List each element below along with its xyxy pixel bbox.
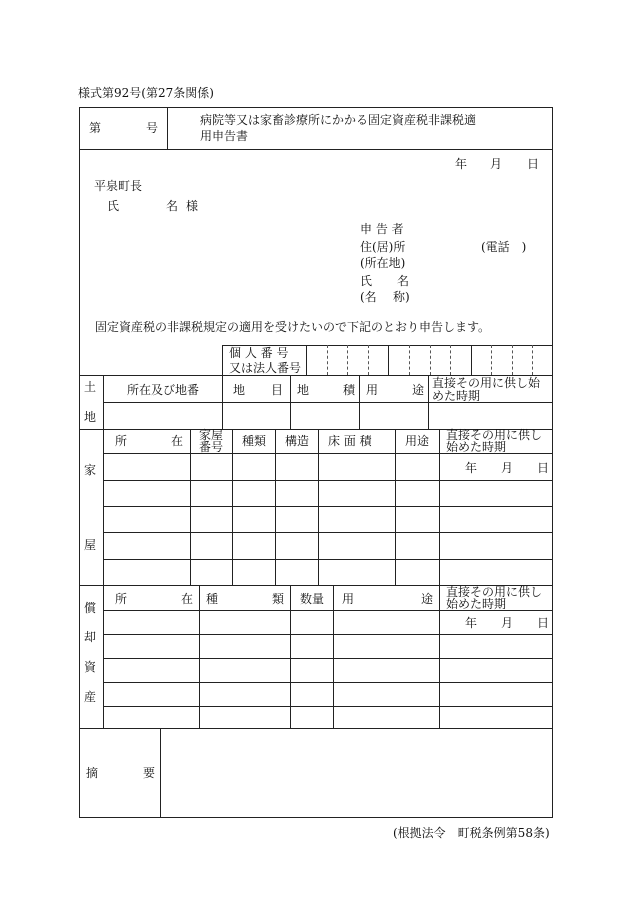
house-side-2: 屋 (84, 538, 97, 552)
id-digit-cell[interactable] (368, 345, 389, 375)
id-digit-cell[interactable] (306, 345, 327, 375)
land-side-1: 土 (84, 380, 97, 394)
asset-col-use-1: 用 (342, 592, 355, 606)
id-digit-cell[interactable] (471, 345, 492, 375)
id-digit-cell[interactable] (327, 345, 348, 375)
house-col-number-1: 家屋 (199, 428, 224, 442)
date-month: 月 (490, 157, 503, 171)
asset-col-location-1: 所 (115, 592, 128, 606)
id-digit-cell[interactable] (532, 345, 553, 375)
number-label-2: 号 (146, 121, 159, 135)
house-col-date-1: 直接その用に供し (446, 428, 543, 442)
house-date-year: 年 (465, 461, 478, 475)
asset-col-date-1: 直接その用に供し (446, 585, 543, 599)
asset-col-location-2: 在 (181, 592, 194, 606)
house-col-location-1: 所 (115, 434, 128, 448)
house-col-date-2: 始めた時期 (446, 440, 507, 454)
house-date-month: 月 (501, 461, 514, 475)
id-digit-cell[interactable] (347, 345, 368, 375)
land-col-date-2: めた時期 (432, 389, 481, 403)
house-col-number-2: 番号 (199, 440, 224, 454)
number-label-1: 第 (89, 121, 102, 135)
addressee-name-1: 氏 (107, 199, 120, 213)
land-side-2: 地 (84, 410, 97, 424)
land-col-use-1: 用 (366, 383, 379, 397)
land-col-date-1: 直接その用に供し始 (432, 376, 541, 390)
asset-side-3: 資 (84, 660, 97, 674)
addressee-name-2: 名 (166, 199, 179, 213)
house-col-structure: 構造 (285, 434, 310, 448)
asset-col-kind-1: 種 (206, 592, 219, 606)
asset-col-quantity: 数量 (300, 592, 325, 606)
house-col-location-2: 在 (171, 434, 184, 448)
asset-col-kind-2: 類 (272, 592, 285, 606)
id-digit-cell[interactable] (388, 345, 409, 375)
remarks-field[interactable] (161, 729, 552, 817)
id-number-label-2: 又は法人番号 (229, 361, 302, 375)
asset-side-4: 産 (84, 690, 97, 704)
form-title-line2: 用申告書 (200, 129, 249, 143)
applicant-name-1: 氏 (360, 274, 373, 288)
asset-side-1: 償 (84, 601, 97, 615)
applicant-title-1: (名 (360, 290, 377, 304)
date-year: 年 (455, 157, 468, 171)
applicant-name-2: 名 (397, 274, 410, 288)
land-col-area-1: 地 (297, 383, 310, 397)
house-col-floor-area: 床 面 積 (328, 434, 372, 448)
land-col-category-1: 地 (233, 383, 246, 397)
addressee-honorific: 様 (186, 199, 199, 213)
id-digit-cell[interactable] (512, 345, 533, 375)
asset-col-use-2: 途 (421, 592, 434, 606)
asset-date-day: 日 (537, 616, 550, 630)
land-col-use-2: 途 (412, 383, 425, 397)
house-col-use: 用途 (405, 434, 430, 448)
remarks-label-1: 摘 (86, 766, 99, 780)
id-digit-cell[interactable] (409, 345, 430, 375)
land-col-location: 所在及び地番 (127, 383, 200, 397)
addressee-mayor: 平泉町長 (94, 179, 143, 193)
house-date-day: 日 (537, 461, 550, 475)
asset-side-2: 却 (84, 630, 97, 644)
house-side-1: 家 (84, 463, 97, 477)
house-col-kind: 種類 (242, 434, 267, 448)
id-number-label-1: 個 人 番 号 (229, 346, 289, 360)
applicant-phone: (電話 ) (481, 240, 527, 254)
id-digit-cell[interactable] (491, 345, 512, 375)
form-frame (79, 107, 553, 818)
applicant-address: 住(居)所 (360, 240, 406, 254)
applicant-location: (所在地) (360, 256, 406, 270)
land-col-category-2: 目 (271, 383, 284, 397)
statement: 固定資産税の非課税規定の適用を受けたいので下記のとおり申告します。 (95, 320, 491, 334)
form-id: 様式第92号(第27条関係) (78, 86, 214, 100)
land-col-area-2: 積 (343, 383, 356, 397)
asset-date-month: 月 (501, 616, 514, 630)
legal-basis: (根拠法令 町税条例第58条) (393, 826, 550, 840)
form-title-line1: 病院等又は家畜診療所にかかる固定資産税非課税適 (200, 113, 477, 127)
asset-col-date-2: 始めた時期 (446, 597, 507, 611)
id-digit-cell[interactable] (430, 345, 451, 375)
remarks-label-2: 要 (143, 766, 156, 780)
date-day: 日 (527, 157, 540, 171)
applicant-title-2: 称) (393, 290, 410, 304)
applicant-label: 申 告 者 (360, 222, 404, 236)
id-digit-cell[interactable] (450, 345, 471, 375)
asset-date-year: 年 (465, 616, 478, 630)
